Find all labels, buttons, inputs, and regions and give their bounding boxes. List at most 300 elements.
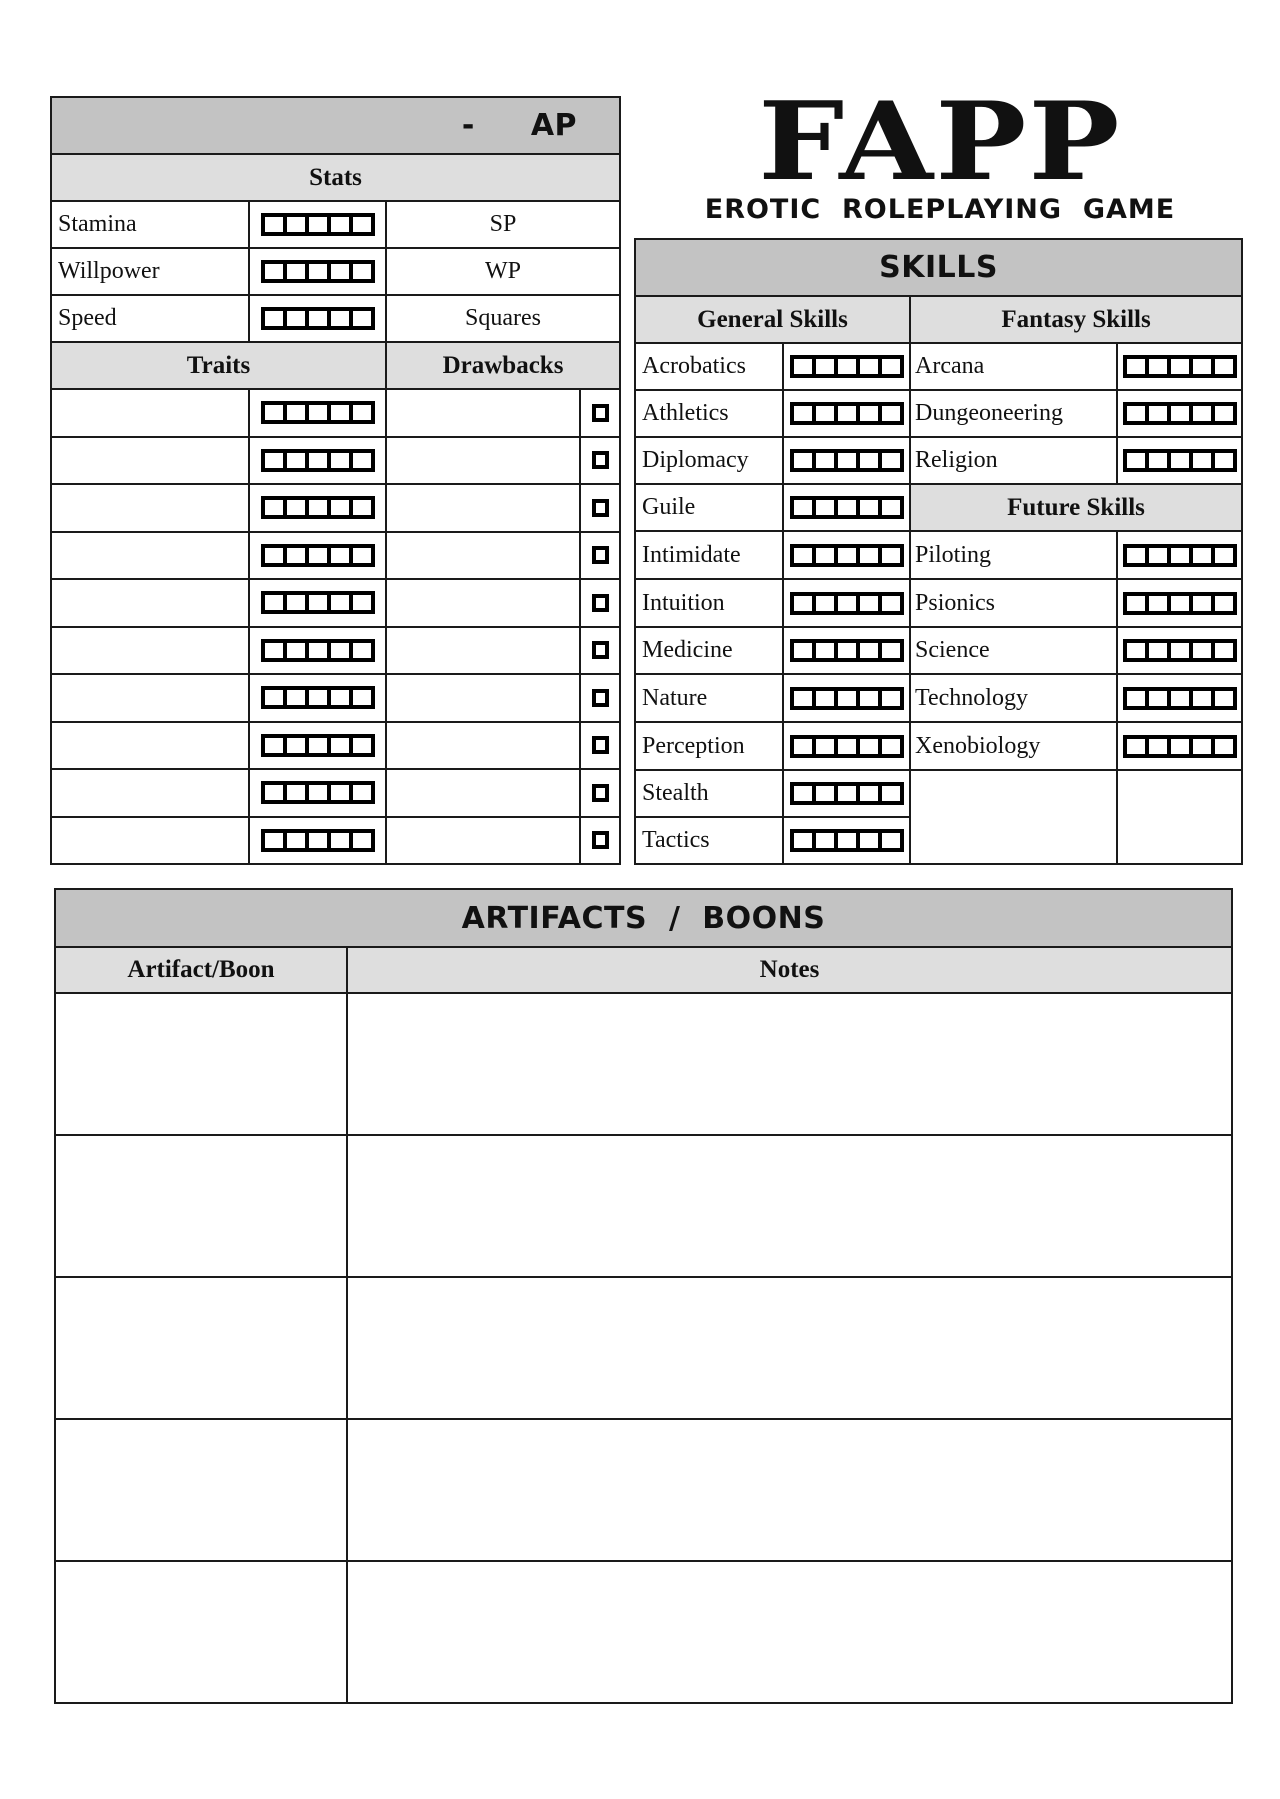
rank-pip-checkbox[interactable] (1215, 739, 1233, 754)
stat-value-cell[interactable] (386, 201, 620, 248)
rank-pip-checkbox[interactable] (1127, 406, 1145, 421)
rank-pip-checkbox[interactable] (287, 217, 305, 232)
fantasy-skill-pips[interactable] (1123, 402, 1237, 425)
rank-pip-checkbox[interactable] (287, 264, 305, 279)
rank-pip-checkbox[interactable] (882, 786, 900, 801)
drawback-checkbox[interactable] (592, 546, 609, 564)
trait-rank-pips[interactable] (261, 591, 375, 614)
trait-drawback-row (51, 769, 620, 817)
trait-rank-pips[interactable] (261, 639, 375, 662)
rank-pip-checkbox[interactable] (287, 738, 305, 753)
rank-pip-checkbox[interactable] (1193, 739, 1211, 754)
trait-drawback-row (51, 722, 620, 770)
rank-pip-checkbox[interactable] (309, 643, 327, 658)
artifacts-heading: ARTIFACTS / BOONS (55, 889, 1232, 947)
drawback-name-field[interactable] (386, 627, 580, 675)
general-skill-label (635, 627, 783, 674)
rank-pip-checkbox[interactable] (265, 595, 283, 610)
trait-rank-pips[interactable] (261, 449, 375, 472)
fantasy-skill-pips[interactable] (1123, 355, 1237, 378)
trait-rank-pips[interactable] (261, 496, 375, 519)
rank-pip-checkbox[interactable] (265, 311, 283, 326)
general-skill-name: Medicine (642, 637, 733, 663)
rank-pip-checkbox[interactable] (816, 359, 834, 374)
general-skill-pips[interactable] (790, 544, 904, 567)
drawback-check-cell[interactable] (580, 389, 620, 437)
general-skill-pips[interactable] (790, 687, 904, 710)
future-skill-pips-cell[interactable] (1117, 531, 1242, 579)
rank-pip-checkbox[interactable] (838, 453, 856, 468)
drawback-name-field[interactable] (386, 532, 580, 580)
drawback-name-field[interactable] (386, 389, 580, 437)
drawback-checkbox[interactable] (592, 641, 609, 659)
trait-pips-cell[interactable] (249, 674, 386, 722)
rank-pip-checkbox[interactable] (816, 548, 834, 563)
rank-pip-checkbox[interactable] (331, 217, 349, 232)
trait-name-field[interactable] (51, 769, 249, 817)
trait-rank-pips[interactable] (261, 686, 375, 709)
rank-pip-checkbox[interactable] (287, 785, 305, 800)
rank-pip-checkbox[interactable] (353, 785, 371, 800)
rank-pip-checkbox[interactable] (353, 833, 371, 848)
rank-pip-checkbox[interactable] (794, 786, 812, 801)
drawback-checkbox[interactable] (592, 689, 609, 707)
rank-pip-checkbox[interactable] (882, 453, 900, 468)
trait-pips-cell[interactable] (249, 769, 386, 817)
rank-pip-checkbox[interactable] (882, 833, 900, 848)
rank-pip-checkbox[interactable] (794, 691, 812, 706)
rank-pip-checkbox[interactable] (265, 500, 283, 515)
rank-pip-checkbox[interactable] (1193, 691, 1211, 706)
drawback-check-cell[interactable] (580, 532, 620, 580)
general-skill-pips-cell[interactable] (783, 627, 910, 674)
general-skill-pips-cell[interactable] (783, 531, 910, 579)
rank-pip-checkbox[interactable] (838, 739, 856, 754)
rank-pip-checkbox[interactable] (265, 405, 283, 420)
rank-pip-checkbox[interactable] (1127, 596, 1145, 611)
rank-pip-checkbox[interactable] (860, 691, 878, 706)
drawback-checkbox[interactable] (592, 451, 609, 469)
skill-row (635, 531, 1242, 579)
rank-pip-checkbox[interactable] (331, 264, 349, 279)
general-skill-pips-cell[interactable] (783, 390, 910, 437)
rank-pip-checkbox[interactable] (838, 548, 856, 563)
rank-pip-checkbox[interactable] (331, 405, 349, 420)
drawback-check-cell[interactable] (580, 674, 620, 722)
drawback-checkbox[interactable] (592, 736, 609, 754)
trait-name-field[interactable] (51, 674, 249, 722)
stat-value-cell[interactable] (386, 248, 620, 295)
rank-pip-checkbox[interactable] (794, 453, 812, 468)
general-skill-pips-cell[interactable] (783, 437, 910, 484)
rank-pip-checkbox[interactable] (287, 453, 305, 468)
rank-pip-checkbox[interactable] (1149, 739, 1167, 754)
rank-pip-checkbox[interactable] (794, 548, 812, 563)
rank-pip-checkbox[interactable] (860, 786, 878, 801)
trait-pips-cell[interactable] (249, 484, 386, 532)
trait-name-field[interactable] (51, 389, 249, 437)
rank-pip-checkbox[interactable] (309, 264, 327, 279)
drawback-checkbox[interactable] (592, 404, 609, 422)
rank-pip-checkbox[interactable] (1215, 453, 1233, 468)
drawback-checkbox[interactable] (592, 499, 609, 517)
drawback-checkbox[interactable] (592, 831, 609, 849)
rank-pip-checkbox[interactable] (265, 738, 283, 753)
rank-pip-checkbox[interactable] (287, 311, 305, 326)
rank-pip-checkbox[interactable] (1171, 596, 1189, 611)
rank-pip-checkbox[interactable] (838, 406, 856, 421)
rank-pip-checkbox[interactable] (1171, 406, 1189, 421)
trait-pips-cell[interactable] (249, 579, 386, 627)
general-skill-pips[interactable] (790, 496, 904, 519)
future-skill-pips-cell[interactable] (1117, 579, 1242, 627)
rank-pip-checkbox[interactable] (353, 453, 371, 468)
artifact-name-field[interactable] (55, 1419, 347, 1561)
stat-rank-pips[interactable] (261, 260, 375, 283)
rank-pip-checkbox[interactable] (1215, 548, 1233, 563)
rank-pip-checkbox[interactable] (838, 500, 856, 515)
rank-pip-checkbox[interactable] (309, 453, 327, 468)
trait-pips-cell[interactable] (249, 532, 386, 580)
rank-pip-checkbox[interactable] (882, 359, 900, 374)
fantasy-skill-pips-cell[interactable] (1117, 390, 1242, 437)
rank-pip-checkbox[interactable] (794, 596, 812, 611)
rank-pip-checkbox[interactable] (860, 500, 878, 515)
rank-pip-checkbox[interactable] (860, 739, 878, 754)
general-skill-pips[interactable] (790, 829, 904, 852)
rank-pip-checkbox[interactable] (882, 643, 900, 658)
rank-pip-checkbox[interactable] (309, 833, 327, 848)
rank-pip-checkbox[interactable] (838, 596, 856, 611)
stat-pips-cell[interactable] (249, 295, 386, 342)
artifact-name-field[interactable] (55, 1135, 347, 1277)
skill-row (635, 770, 1242, 817)
rank-pip-checkbox[interactable] (794, 643, 812, 658)
rank-pip-checkbox[interactable] (353, 738, 371, 753)
stat-value-cell[interactable] (386, 295, 620, 342)
drawback-check-cell[interactable] (580, 722, 620, 770)
rank-pip-checkbox[interactable] (882, 500, 900, 515)
blank-skill-pips-cell[interactable] (1117, 770, 1242, 864)
rank-pip-checkbox[interactable] (331, 833, 349, 848)
drawback-name-field[interactable] (386, 437, 580, 485)
rank-pip-checkbox[interactable] (860, 596, 878, 611)
rank-pip-checkbox[interactable] (309, 500, 327, 515)
rank-pip-checkbox[interactable] (1215, 359, 1233, 374)
trait-name-field[interactable] (51, 484, 249, 532)
rank-pip-checkbox[interactable] (353, 548, 371, 563)
rank-pip-checkbox[interactable] (265, 785, 283, 800)
rank-pip-checkbox[interactable] (816, 406, 834, 421)
rank-pip-checkbox[interactable] (860, 359, 878, 374)
trait-name-field[interactable] (51, 817, 249, 865)
drawback-checkbox[interactable] (592, 594, 609, 612)
rank-pip-checkbox[interactable] (309, 217, 327, 232)
rank-pip-checkbox[interactable] (816, 643, 834, 658)
fantasy-skill-pips-cell[interactable] (1117, 437, 1242, 484)
general-skill-pips[interactable] (790, 402, 904, 425)
rank-pip-checkbox[interactable] (353, 405, 371, 420)
rank-pip-checkbox[interactable] (794, 833, 812, 848)
trait-name-field[interactable] (51, 627, 249, 675)
rank-pip-checkbox[interactable] (353, 690, 371, 705)
future-skill-pips[interactable] (1123, 735, 1237, 758)
rank-pip-checkbox[interactable] (1127, 691, 1145, 706)
rank-pip-checkbox[interactable] (287, 548, 305, 563)
rank-pip-checkbox[interactable] (1149, 359, 1167, 374)
rank-pip-checkbox[interactable] (794, 500, 812, 515)
rank-pip-checkbox[interactable] (309, 690, 327, 705)
rank-pip-checkbox[interactable] (838, 643, 856, 658)
rank-pip-checkbox[interactable] (287, 690, 305, 705)
drawback-check-cell[interactable] (580, 817, 620, 865)
rank-pip-checkbox[interactable] (838, 691, 856, 706)
trait-name-field[interactable] (51, 722, 249, 770)
general-skill-pips-cell[interactable] (783, 770, 910, 817)
rank-pip-checkbox[interactable] (1171, 453, 1189, 468)
trait-pips-cell[interactable] (249, 627, 386, 675)
rank-pip-checkbox[interactable] (265, 217, 283, 232)
rank-pip-checkbox[interactable] (287, 595, 305, 610)
rank-pip-checkbox[interactable] (331, 643, 349, 658)
fantasy-skill-pips-cell[interactable] (1117, 343, 1242, 390)
trait-pips-cell[interactable] (249, 722, 386, 770)
trait-pips-cell[interactable] (249, 389, 386, 437)
rank-pip-checkbox[interactable] (1171, 739, 1189, 754)
general-skill-pips-cell[interactable] (783, 817, 910, 864)
trait-rank-pips[interactable] (261, 401, 375, 424)
artifact-row (55, 1135, 1232, 1277)
rank-pip-checkbox[interactable] (1127, 359, 1145, 374)
rank-pip-checkbox[interactable] (838, 786, 856, 801)
rank-pip-checkbox[interactable] (1127, 739, 1145, 754)
drawback-check-cell[interactable] (580, 769, 620, 817)
rank-pip-checkbox[interactable] (309, 595, 327, 610)
rank-pip-checkbox[interactable] (287, 643, 305, 658)
rank-pip-checkbox[interactable] (1193, 548, 1211, 563)
rank-pip-checkbox[interactable] (882, 739, 900, 754)
rank-pip-checkbox[interactable] (1215, 596, 1233, 611)
stat-pips-cell[interactable] (249, 201, 386, 248)
rank-pip-checkbox[interactable] (287, 500, 305, 515)
rank-pip-checkbox[interactable] (265, 690, 283, 705)
artifact-notes-field[interactable] (347, 1135, 1232, 1277)
rank-pip-checkbox[interactable] (882, 406, 900, 421)
drawback-check-cell[interactable] (580, 484, 620, 532)
trait-rank-pips[interactable] (261, 734, 375, 757)
rank-pip-checkbox[interactable] (1149, 453, 1167, 468)
drawback-check-cell[interactable] (580, 437, 620, 485)
artifact-name-field[interactable] (55, 993, 347, 1135)
rank-pip-checkbox[interactable] (1193, 643, 1211, 658)
rank-pip-checkbox[interactable] (353, 217, 371, 232)
character-name-header[interactable] (51, 97, 620, 154)
rank-pip-checkbox[interactable] (816, 500, 834, 515)
general-skill-pips[interactable] (790, 782, 904, 805)
rank-pip-checkbox[interactable] (309, 311, 327, 326)
rank-pip-checkbox[interactable] (1149, 548, 1167, 563)
rank-pip-checkbox[interactable] (1127, 643, 1145, 658)
rank-pip-checkbox[interactable] (1193, 406, 1211, 421)
trait-rank-pips[interactable] (261, 781, 375, 804)
general-skill-pips[interactable] (790, 592, 904, 615)
rank-pip-checkbox[interactable] (265, 453, 283, 468)
rank-pip-checkbox[interactable] (816, 691, 834, 706)
rank-pip-checkbox[interactable] (838, 359, 856, 374)
future-skill-label (910, 722, 1117, 770)
stat-name: Speed (58, 305, 117, 331)
rank-pip-checkbox[interactable] (1193, 596, 1211, 611)
rank-pip-checkbox[interactable] (816, 596, 834, 611)
rank-pip-checkbox[interactable] (353, 311, 371, 326)
general-skill-pips-cell[interactable] (783, 722, 910, 770)
artifact-column-header: Artifact/Boon (55, 947, 347, 993)
rank-pip-checkbox[interactable] (265, 833, 283, 848)
general-skill-label (635, 579, 783, 627)
general-skill-name: Tactics (642, 827, 710, 853)
rank-pip-checkbox[interactable] (860, 453, 878, 468)
general-skill-pips-cell[interactable] (783, 343, 910, 390)
rank-pip-checkbox[interactable] (838, 833, 856, 848)
rank-pip-checkbox[interactable] (331, 595, 349, 610)
general-skill-pips-cell[interactable] (783, 484, 910, 531)
trait-drawback-row (51, 817, 620, 865)
future-skill-pips-cell[interactable] (1117, 674, 1242, 722)
drawback-name-field[interactable] (386, 722, 580, 770)
artifact-notes-field[interactable] (347, 1561, 1232, 1703)
future-skill-pips-cell[interactable] (1117, 722, 1242, 770)
artifact-notes-field[interactable] (347, 993, 1232, 1135)
rank-pip-checkbox[interactable] (331, 690, 349, 705)
rank-pip-checkbox[interactable] (816, 786, 834, 801)
drawback-name-field[interactable] (386, 484, 580, 532)
rank-pip-checkbox[interactable] (1171, 548, 1189, 563)
rank-pip-checkbox[interactable] (353, 264, 371, 279)
drawback-name-field[interactable] (386, 817, 580, 865)
trait-name-field[interactable] (51, 437, 249, 485)
general-skill-pips[interactable] (790, 355, 904, 378)
artifact-name-field[interactable] (55, 1277, 347, 1419)
rank-pip-checkbox[interactable] (882, 548, 900, 563)
rank-pip-checkbox[interactable] (882, 691, 900, 706)
rank-pip-checkbox[interactable] (353, 500, 371, 515)
rank-pip-checkbox[interactable] (794, 406, 812, 421)
future-skill-pips[interactable] (1123, 687, 1237, 710)
rank-pip-checkbox[interactable] (287, 405, 305, 420)
rank-pip-checkbox[interactable] (1193, 359, 1211, 374)
general-skill-pips[interactable] (790, 639, 904, 662)
stat-pips-cell[interactable] (249, 248, 386, 295)
future-skill-pips-cell[interactable] (1117, 627, 1242, 674)
rank-pip-checkbox[interactable] (309, 785, 327, 800)
drawback-name-field[interactable] (386, 579, 580, 627)
rank-pip-checkbox[interactable] (1127, 453, 1145, 468)
rank-pip-checkbox[interactable] (1215, 691, 1233, 706)
drawback-name-field[interactable] (386, 769, 580, 817)
rank-pip-checkbox[interactable] (860, 406, 878, 421)
rank-pip-checkbox[interactable] (309, 405, 327, 420)
rank-pip-checkbox[interactable] (265, 264, 283, 279)
future-skill-pips[interactable] (1123, 639, 1237, 662)
rank-pip-checkbox[interactable] (309, 548, 327, 563)
stat-rank-pips[interactable] (261, 213, 375, 236)
rank-pip-checkbox[interactable] (816, 739, 834, 754)
rank-pip-checkbox[interactable] (816, 453, 834, 468)
rank-pip-checkbox[interactable] (331, 785, 349, 800)
future-skill-pips[interactable] (1123, 592, 1237, 615)
trait-rank-pips[interactable] (261, 544, 375, 567)
fantasy-skill-label (910, 390, 1117, 437)
artifact-name-field[interactable] (55, 1561, 347, 1703)
rank-pip-checkbox[interactable] (816, 833, 834, 848)
rank-pip-checkbox[interactable] (1149, 691, 1167, 706)
artifact-notes-field[interactable] (347, 1419, 1232, 1561)
rank-pip-checkbox[interactable] (1171, 691, 1189, 706)
rank-pip-checkbox[interactable] (1149, 596, 1167, 611)
general-skill-pips-cell[interactable] (783, 579, 910, 627)
skill-row (635, 579, 1242, 627)
general-skill-name: Perception (642, 732, 745, 759)
rank-pip-checkbox[interactable] (860, 643, 878, 658)
trait-name-field[interactable] (51, 532, 249, 580)
trait-rank-pips[interactable] (261, 829, 375, 852)
rank-pip-checkbox[interactable] (353, 595, 371, 610)
rank-pip-checkbox[interactable] (860, 548, 878, 563)
rank-pip-checkbox[interactable] (331, 500, 349, 515)
rank-pip-checkbox[interactable] (1171, 359, 1189, 374)
rank-pip-checkbox[interactable] (882, 596, 900, 611)
trait-pips-cell[interactable] (249, 437, 386, 485)
drawback-check-cell[interactable] (580, 627, 620, 675)
artifact-notes-field[interactable] (347, 1277, 1232, 1419)
stats-heading: Stats (51, 154, 620, 201)
stat-rank-pips[interactable] (261, 307, 375, 330)
drawback-name-field[interactable] (386, 674, 580, 722)
rank-pip-checkbox[interactable] (331, 738, 349, 753)
trait-pips-cell[interactable] (249, 817, 386, 865)
drawback-checkbox[interactable] (592, 784, 609, 802)
drawback-check-cell[interactable] (580, 579, 620, 627)
rank-pip-checkbox[interactable] (331, 453, 349, 468)
rank-pip-checkbox[interactable] (287, 833, 305, 848)
rank-pip-checkbox[interactable] (1215, 406, 1233, 421)
rank-pip-checkbox[interactable] (1215, 643, 1233, 658)
general-skill-pips[interactable] (790, 735, 904, 758)
rank-pip-checkbox[interactable] (860, 833, 878, 848)
rank-pip-checkbox[interactable] (1171, 643, 1189, 658)
fantasy-skill-pips[interactable] (1123, 449, 1237, 472)
general-skill-pips-cell[interactable] (783, 674, 910, 722)
general-skill-pips[interactable] (790, 449, 904, 472)
skills-heading: SKILLS (635, 239, 1242, 296)
rank-pip-checkbox[interactable] (1193, 453, 1211, 468)
rank-pip-checkbox[interactable] (331, 548, 349, 563)
trait-name-field[interactable] (51, 579, 249, 627)
rank-pip-checkbox[interactable] (331, 311, 349, 326)
future-skill-pips[interactable] (1123, 544, 1237, 567)
rank-pip-checkbox[interactable] (265, 643, 283, 658)
rank-pip-checkbox[interactable] (309, 738, 327, 753)
rank-pip-checkbox[interactable] (794, 359, 812, 374)
rank-pip-checkbox[interactable] (1127, 548, 1145, 563)
rank-pip-checkbox[interactable] (794, 739, 812, 754)
rank-pip-checkbox[interactable] (265, 548, 283, 563)
rank-pip-checkbox[interactable] (353, 643, 371, 658)
stat-unit-label: WP (485, 258, 522, 284)
rank-pip-checkbox[interactable] (1149, 406, 1167, 421)
blank-skill-cell[interactable] (910, 770, 1117, 864)
rank-pip-checkbox[interactable] (1149, 643, 1167, 658)
